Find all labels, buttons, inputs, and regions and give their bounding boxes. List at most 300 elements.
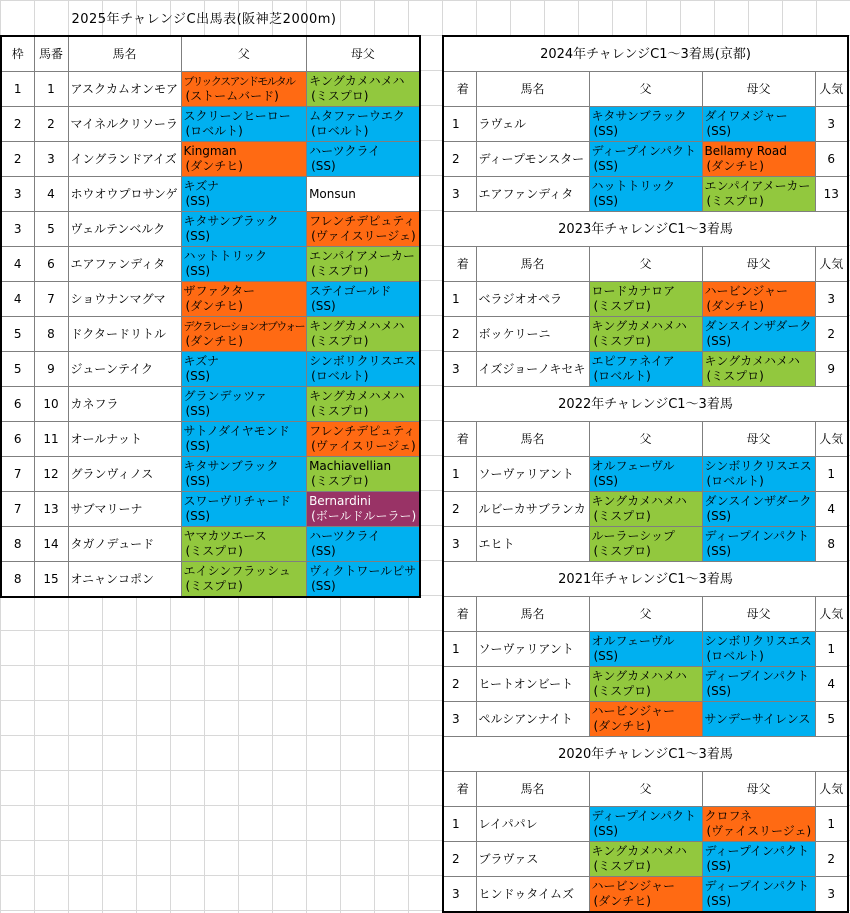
sire-cell-name: デクラレーションオブウォー	[183, 320, 305, 333]
umaban-cell[interactable]: 10	[34, 387, 68, 422]
sire-cell-line: (ミスプロ)	[593, 299, 651, 313]
dam-sire-cell-name: ハーツクライ	[309, 529, 381, 543]
rank-cell[interactable]: 1	[443, 457, 476, 492]
dam-sire-cell[interactable]	[307, 317, 420, 352]
header-popularity[interactable]: 人気	[815, 247, 848, 282]
sire-cell[interactable]	[181, 492, 307, 527]
dam-sire-cell[interactable]	[307, 562, 420, 598]
horse-name-cell[interactable]: ルビーカサブランカ	[476, 492, 589, 527]
dam-sire-cell-name: ディープインパクト	[704, 844, 810, 858]
horse-name-cell[interactable]: カネフラ	[68, 387, 181, 422]
dam-sire-cell-name: キングカメハメハ	[309, 319, 405, 333]
dam-sire-cell-name: クロフネ	[704, 809, 753, 823]
year-title-cell[interactable]: 2020年チャレンジC1～3着馬	[443, 737, 848, 772]
result-row	[443, 702, 848, 737]
dam-sire-cell-line: (ミスプロ)	[311, 474, 369, 488]
header-sire[interactable]: 父	[589, 772, 702, 807]
results-header-row	[443, 597, 848, 632]
sire-cell-line: (SS)	[185, 404, 211, 418]
sire-cell-name: ハットトリック	[591, 179, 676, 193]
entry-row	[1, 387, 420, 422]
rank-cell[interactable]: 1	[443, 282, 476, 317]
waku-cell[interactable]: 4	[1, 247, 34, 282]
header-popularity[interactable]: 人気	[815, 597, 848, 632]
sire-cell-name: ザファクター	[183, 284, 256, 298]
sire-cell[interactable]	[181, 527, 307, 562]
sire-cell-line: (ストームバード)	[185, 89, 279, 103]
dam-sire-cell-line: (SS)	[706, 544, 732, 558]
header-rank[interactable]: 着	[443, 72, 476, 107]
rank-cell[interactable]: 2	[443, 842, 476, 877]
sire-cell-line: (ロベルト)	[185, 124, 243, 138]
waku-cell[interactable]: 6	[1, 422, 34, 457]
dam-sire-cell[interactable]	[307, 422, 420, 457]
dam-sire-cell[interactable]	[307, 177, 420, 212]
result-row	[443, 807, 848, 842]
dam-sire-cell-name: ハービンジャー	[704, 284, 788, 298]
sire-cell-line: (ミスプロ)	[593, 509, 651, 523]
horse-name-cell[interactable]: エアファンディタ	[68, 247, 181, 282]
entry-row	[1, 492, 420, 527]
header-popularity[interactable]: 人気	[815, 772, 848, 807]
entry-row	[1, 317, 420, 352]
rank-cell[interactable]: 1	[443, 107, 476, 142]
sire-cell-name: ディープインパクト	[591, 144, 697, 158]
umaban-cell[interactable]: 1	[34, 72, 68, 107]
result-row	[443, 352, 848, 387]
dam-sire-cell-line: (ミスプロ)	[311, 89, 369, 103]
dam-sire-cell-name: エンパイアメーカー	[704, 179, 811, 193]
entries-header-row	[1, 36, 420, 72]
header-horse[interactable]: 馬名	[476, 422, 589, 457]
sire-cell-line: (ダンチヒ)	[593, 719, 651, 733]
sire-cell-name: ヤマカツエース	[183, 529, 267, 543]
year-title-cell[interactable]: 2021年チャレンジC1～3着馬	[443, 562, 848, 597]
dam-sire-cell-name: Bernardini	[309, 494, 371, 508]
dam-sire-cell[interactable]	[702, 667, 815, 702]
header-sire[interactable]: 父	[589, 597, 702, 632]
sire-cell[interactable]	[589, 352, 702, 387]
header-dam-sire[interactable]: 母父	[702, 772, 815, 807]
result-row	[443, 317, 848, 352]
popularity-cell[interactable]: 9	[815, 352, 848, 387]
sire-cell[interactable]	[589, 632, 702, 667]
header-dam-sire[interactable]: 母父	[702, 597, 815, 632]
dam-sire-cell[interactable]	[702, 702, 815, 737]
entry-row	[1, 562, 420, 598]
dam-sire-cell[interactable]	[702, 317, 815, 352]
horse-name-cell[interactable]: ソーヴァリアント	[476, 457, 589, 492]
rank-cell[interactable]: 3	[443, 177, 476, 212]
dam-sire-cell[interactable]	[702, 842, 815, 877]
popularity-cell[interactable]: 4	[815, 492, 848, 527]
horse-name-cell[interactable]: ヴェルテンベルク	[68, 212, 181, 247]
dam-sire-cell-name: ヴィクトワールピサ	[309, 564, 417, 578]
sire-cell-line: (SS)	[185, 194, 211, 208]
horse-name-cell[interactable]: ヒンドゥタイムズ	[476, 877, 589, 913]
sire-cell[interactable]	[589, 667, 702, 702]
result-row	[443, 842, 848, 877]
sire-cell-name: キズナ	[183, 354, 220, 368]
dam-sire-cell[interactable]	[307, 212, 420, 247]
sire-cell-line: (ミスプロ)	[593, 684, 651, 698]
header-dam-sire[interactable]: 母父	[307, 36, 420, 72]
horse-name-cell[interactable]: イズジョーノキセキ	[476, 352, 589, 387]
sire-cell[interactable]	[589, 527, 702, 562]
sire-cell[interactable]	[181, 107, 307, 142]
dam-sire-cell-line: (ロベルト)	[311, 369, 369, 383]
dam-sire-cell-line: (ボールドルーラー)	[311, 509, 417, 523]
dam-sire-cell-name: ダンスインザダーク	[704, 319, 812, 333]
sire-cell[interactable]	[589, 142, 702, 177]
dam-sire-cell-name: ステイゴールド	[309, 284, 392, 298]
dam-sire-cell[interactable]	[307, 142, 420, 177]
sire-cell-line: (ダンチヒ)	[185, 334, 243, 348]
waku-cell[interactable]: 3	[1, 177, 34, 212]
sire-cell-line: (SS)	[593, 474, 619, 488]
rank-cell[interactable]: 2	[443, 142, 476, 177]
sire-cell[interactable]	[589, 177, 702, 212]
sire-cell-name: オルフェーヴル	[591, 634, 675, 648]
sire-cell-name: スワーヴリチャード	[183, 494, 291, 508]
sire-cell-line: (SS)	[593, 159, 619, 173]
horse-name-cell[interactable]: ラヴェル	[476, 107, 589, 142]
dam-sire-cell-name: フレンチデピュティ	[309, 214, 416, 228]
sire-cell-line: (ダンチヒ)	[185, 299, 243, 313]
dam-sire-cell-line: (ミスプロ)	[311, 334, 369, 348]
dam-sire-cell-line: (ミスプロ)	[706, 369, 764, 383]
dam-sire-cell[interactable]	[307, 387, 420, 422]
results-table	[442, 35, 849, 913]
header-sire[interactable]: 父	[589, 422, 702, 457]
horse-name-cell[interactable]: マイネルクリソーラ	[68, 107, 181, 142]
horse-name-cell[interactable]: ヒートオンビート	[476, 667, 589, 702]
header-rank[interactable]: 着	[443, 422, 476, 457]
umaban-cell[interactable]: 13	[34, 492, 68, 527]
dam-sire-cell-line: (ミスプロ)	[311, 404, 369, 418]
sire-cell-name: グランデッツァ	[183, 389, 268, 403]
entry-row	[1, 352, 420, 387]
result-row	[443, 107, 848, 142]
header-dam-sire[interactable]: 母父	[702, 422, 815, 457]
dam-sire-cell[interactable]	[702, 177, 815, 212]
dam-sire-cell-name: Monsun	[309, 186, 356, 201]
header-popularity[interactable]: 人気	[815, 72, 848, 107]
dam-sire-cell[interactable]	[702, 807, 815, 842]
header-dam-sire[interactable]: 母父	[702, 72, 815, 107]
sire-cell[interactable]	[181, 457, 307, 492]
umaban-cell[interactable]: 6	[34, 247, 68, 282]
sire-cell-name: キタサンブラック	[183, 459, 279, 473]
sire-cell[interactable]	[181, 212, 307, 247]
dam-sire-cell-line: (ダンチヒ)	[706, 299, 764, 313]
waku-cell[interactable]: 3	[1, 212, 34, 247]
popularity-cell[interactable]: 5	[815, 702, 848, 737]
year-title-cell[interactable]: 2024年チャレンジC1～3着馬(京都)	[443, 36, 848, 72]
header-sire[interactable]: 父	[589, 247, 702, 282]
header-horse[interactable]: 馬名	[476, 247, 589, 282]
waku-cell[interactable]: 4	[1, 282, 34, 317]
sire-cell-line: (ミスプロ)	[593, 334, 651, 348]
sire-cell[interactable]	[589, 457, 702, 492]
popularity-cell[interactable]: 3	[815, 877, 848, 913]
popularity-cell[interactable]: 8	[815, 527, 848, 562]
umaban-cell[interactable]: 9	[34, 352, 68, 387]
horse-name-cell[interactable]: ホウオウプロサンゲ	[68, 177, 181, 212]
dam-sire-cell-name: エンパイアメーカー	[309, 249, 415, 263]
dam-sire-cell-name: ハーツクライ	[309, 144, 381, 158]
dam-sire-cell-line: (ヴァイスリージェ)	[311, 439, 416, 453]
popularity-cell[interactable]: 6	[815, 142, 848, 177]
horse-name-cell[interactable]: イングランドアイズ	[68, 142, 181, 177]
sire-cell[interactable]	[181, 562, 307, 598]
sire-cell[interactable]	[589, 107, 702, 142]
entry-row	[1, 107, 420, 142]
horse-name-cell[interactable]: オールナット	[68, 422, 181, 457]
dam-sire-cell-name: シンボリクリスエス	[704, 459, 812, 473]
result-row	[443, 667, 848, 702]
waku-cell[interactable]: 8	[1, 527, 34, 562]
waku-cell[interactable]: 5	[1, 317, 34, 352]
rank-cell[interactable]: 2	[443, 492, 476, 527]
popularity-cell[interactable]: 2	[815, 317, 848, 352]
dam-sire-cell-line: (ロベルト)	[311, 124, 369, 138]
rank-cell[interactable]: 3	[443, 352, 476, 387]
dam-sire-cell-name: フレンチデピュティ	[309, 424, 416, 438]
horse-name-cell[interactable]: ショウナンマグマ	[68, 282, 181, 317]
results-header-row	[443, 247, 848, 282]
rank-cell[interactable]: 2	[443, 667, 476, 702]
popularity-cell[interactable]: 3	[815, 107, 848, 142]
entry-row	[1, 457, 420, 492]
dam-sire-cell[interactable]	[307, 247, 420, 282]
sire-cell-name: キングカメハメハ	[591, 319, 687, 333]
dam-sire-cell[interactable]	[702, 352, 815, 387]
sire-cell[interactable]	[589, 807, 702, 842]
entries-table	[0, 35, 421, 598]
umaban-cell[interactable]: 2	[34, 107, 68, 142]
sire-cell-name: キズナ	[183, 179, 220, 193]
dam-sire-cell[interactable]	[702, 107, 815, 142]
entry-row	[1, 527, 420, 562]
dam-sire-cell-line: (SS)	[706, 894, 732, 908]
umaban-cell[interactable]: 15	[34, 562, 68, 598]
dam-sire-cell-name: ダイワメジャー	[704, 109, 788, 123]
header-rank[interactable]: 着	[443, 247, 476, 282]
horse-name-cell[interactable]: ペルシアンナイト	[476, 702, 589, 737]
popularity-cell[interactable]: 13	[815, 177, 848, 212]
result-row	[443, 457, 848, 492]
dam-sire-cell-line: (ミスプロ)	[311, 264, 369, 278]
header-rank[interactable]: 着	[443, 772, 476, 807]
horse-name-cell[interactable]: グランヴィノス	[68, 457, 181, 492]
header-popularity[interactable]: 人気	[815, 422, 848, 457]
sire-cell[interactable]	[181, 247, 307, 282]
sire-cell[interactable]	[589, 492, 702, 527]
sire-cell[interactable]	[589, 842, 702, 877]
rank-cell[interactable]: 1	[443, 807, 476, 842]
sire-cell[interactable]	[589, 877, 702, 913]
dam-sire-cell[interactable]	[702, 282, 815, 317]
umaban-cell[interactable]: 12	[34, 457, 68, 492]
horse-name-cell[interactable]: ブラヴァス	[476, 842, 589, 877]
dam-sire-cell[interactable]	[702, 877, 815, 913]
rank-cell[interactable]: 3	[443, 877, 476, 913]
waku-cell[interactable]: 2	[1, 142, 34, 177]
dam-sire-cell-line: (ダンチヒ)	[706, 159, 764, 173]
sire-cell[interactable]	[589, 702, 702, 737]
umaban-cell[interactable]: 7	[34, 282, 68, 317]
header-sire[interactable]: 父	[589, 72, 702, 107]
result-row	[443, 632, 848, 667]
dam-sire-cell[interactable]	[307, 457, 420, 492]
dam-sire-cell[interactable]	[702, 457, 815, 492]
umaban-cell[interactable]: 5	[34, 212, 68, 247]
year-title-cell[interactable]: 2023年チャレンジC1～3着馬	[443, 212, 848, 247]
horse-name-cell[interactable]: ベラジオオペラ	[476, 282, 589, 317]
horse-name-cell[interactable]: レイパパレ	[476, 807, 589, 842]
horse-name-cell[interactable]: エヒト	[476, 527, 589, 562]
umaban-cell[interactable]: 14	[34, 527, 68, 562]
dam-sire-cell-line: (SS)	[311, 299, 336, 313]
horse-name-cell[interactable]: ディープモンスター	[476, 142, 589, 177]
entry-row	[1, 212, 420, 247]
sire-cell-line: (ダンチヒ)	[185, 159, 243, 173]
sire-cell-name: ハットトリック	[183, 249, 268, 263]
umaban-cell[interactable]: 3	[34, 142, 68, 177]
header-umaban[interactable]: 馬番	[34, 36, 68, 72]
header-horse[interactable]: 馬名	[476, 597, 589, 632]
umaban-cell[interactable]: 4	[34, 177, 68, 212]
results-header-row	[443, 772, 848, 807]
dam-sire-cell[interactable]	[702, 142, 815, 177]
dam-sire-cell-line: (SS)	[311, 544, 336, 558]
waku-cell[interactable]: 7	[1, 492, 34, 527]
dam-sire-cell-line: (SS)	[706, 509, 732, 523]
sire-cell[interactable]	[181, 387, 307, 422]
sire-cell-name: ハービンジャー	[591, 704, 675, 718]
horse-name-cell[interactable]: ドクタードリトル	[68, 317, 181, 352]
entry-row	[1, 247, 420, 282]
header-horse[interactable]: 馬名	[476, 72, 589, 107]
rank-cell[interactable]: 3	[443, 527, 476, 562]
waku-cell[interactable]: 5	[1, 352, 34, 387]
sire-cell-line: (SS)	[185, 229, 211, 243]
dam-sire-cell-name: キングカメハメハ	[309, 74, 405, 88]
entry-row	[1, 282, 420, 317]
sire-cell-line: (ミスプロ)	[185, 544, 243, 558]
popularity-cell[interactable]: 2	[815, 842, 848, 877]
entry-row	[1, 422, 420, 457]
header-sire[interactable]: 父	[181, 36, 307, 72]
sire-cell[interactable]	[181, 422, 307, 457]
horse-name-cell[interactable]: タガノデュード	[68, 527, 181, 562]
waku-cell[interactable]: 7	[1, 457, 34, 492]
dam-sire-cell-name: シンボリクリスエス	[309, 354, 417, 368]
sire-cell-name: キングカメハメハ	[591, 669, 687, 683]
popularity-cell[interactable]: 3	[815, 282, 848, 317]
header-horse[interactable]: 馬名	[476, 772, 589, 807]
horse-name-cell[interactable]: ソーヴァリアント	[476, 632, 589, 667]
horse-name-cell[interactable]: ボッケリーニ	[476, 317, 589, 352]
umaban-cell[interactable]: 11	[34, 422, 68, 457]
dam-sire-cell[interactable]	[702, 492, 815, 527]
waku-cell[interactable]: 8	[1, 562, 34, 598]
sire-cell[interactable]	[181, 72, 307, 107]
result-row	[443, 282, 848, 317]
year-title-row	[443, 737, 848, 772]
dam-sire-cell-line: (ミスプロ)	[706, 194, 764, 208]
sire-cell-line: (ダンチヒ)	[593, 894, 651, 908]
sire-cell-line: (SS)	[185, 264, 211, 278]
horse-name-cell[interactable]: アスクカムオンモア	[68, 72, 181, 107]
sire-cell[interactable]	[181, 142, 307, 177]
dam-sire-cell[interactable]	[307, 492, 420, 527]
dam-sire-cell[interactable]	[702, 632, 815, 667]
sire-cell-line: (SS)	[593, 194, 619, 208]
result-row	[443, 877, 848, 913]
horse-name-cell[interactable]: オニャンコポン	[68, 562, 181, 598]
sire-cell-name: エピファネイア	[591, 354, 675, 368]
dam-sire-cell[interactable]	[307, 352, 420, 387]
horse-name-cell[interactable]: ジューンテイク	[68, 352, 181, 387]
sire-cell[interactable]	[181, 352, 307, 387]
popularity-cell[interactable]: 4	[815, 667, 848, 702]
dam-sire-cell[interactable]	[307, 107, 420, 142]
header-rank[interactable]: 着	[443, 597, 476, 632]
sire-cell[interactable]	[589, 317, 702, 352]
popularity-cell[interactable]: 1	[815, 457, 848, 492]
waku-cell[interactable]: 2	[1, 107, 34, 142]
dam-sire-cell-name: ディープインパクト	[704, 669, 810, 683]
popularity-cell[interactable]: 1	[815, 807, 848, 842]
horse-name-cell[interactable]: エアファンディタ	[476, 177, 589, 212]
horse-name-cell[interactable]: サブマリーナ	[68, 492, 181, 527]
dam-sire-cell-line: (SS)	[706, 859, 732, 873]
dam-sire-cell-name: サンデーサイレンス	[704, 711, 811, 726]
dam-sire-cell-name: シンボリクリスエス	[704, 634, 812, 648]
sire-cell[interactable]	[181, 177, 307, 212]
sire-cell[interactable]	[589, 282, 702, 317]
umaban-cell[interactable]: 8	[34, 317, 68, 352]
waku-cell[interactable]: 6	[1, 387, 34, 422]
dam-sire-cell[interactable]	[702, 527, 815, 562]
waku-cell[interactable]: 1	[1, 72, 34, 107]
sire-cell-name: ルーラーシップ	[591, 529, 676, 543]
sire-cell-name: エイシンフラッシュ	[183, 564, 291, 578]
dam-sire-cell[interactable]	[307, 72, 420, 107]
header-dam-sire[interactable]: 母父	[702, 247, 815, 282]
year-title-row	[443, 562, 848, 597]
rank-cell[interactable]: 1	[443, 632, 476, 667]
popularity-cell[interactable]: 1	[815, 632, 848, 667]
dam-sire-cell[interactable]	[307, 282, 420, 317]
sire-cell-line: (SS)	[185, 509, 211, 523]
dam-sire-cell-line: (SS)	[311, 579, 336, 593]
rank-cell[interactable]: 2	[443, 317, 476, 352]
entry-row	[1, 72, 420, 107]
header-waku[interactable]: 枠	[1, 36, 34, 72]
sire-cell[interactable]	[181, 317, 307, 352]
sire-cell-name: キングカメハメハ	[591, 494, 687, 508]
year-title-cell[interactable]: 2022年チャレンジC1～3着馬	[443, 387, 848, 422]
sire-cell-line: (SS)	[593, 824, 619, 838]
dam-sire-cell-name: ディープインパクト	[704, 879, 810, 893]
rank-cell[interactable]: 3	[443, 702, 476, 737]
header-horse[interactable]: 馬名	[68, 36, 181, 72]
dam-sire-cell[interactable]	[307, 527, 420, 562]
sire-cell[interactable]	[181, 282, 307, 317]
